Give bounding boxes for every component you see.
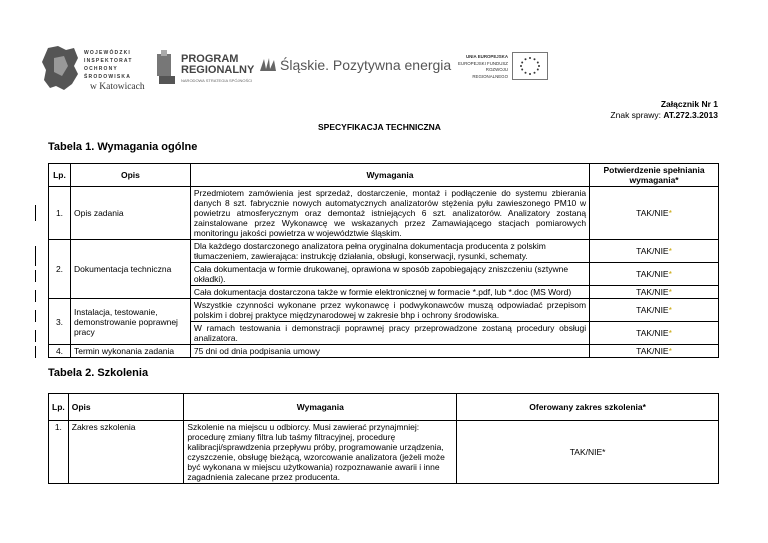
eu-line-2: EUROPEJSKI FUNDUSZ (457, 60, 508, 66)
row-requirement: Przedmiotem zamówienia jest sprzedaż, dostarczenie, montaż i podłączenie do systemu zbierania danych 8 szt. fabrycznie nowych automatycznych analizatorów stężenia pyłu zawieszonego PM10 w powietrzu atmosferycznym oraz demontaż istniejących 6 szt. analizatorów. Analizatory zostaną zainstalowane przez Wykonawcę we wskazanych przez Zamawiającego stacjach pomiarowych monitoringu jakości powietrza w województwie śląskim. (190, 187, 589, 240)
confirm-value: TAK/NIE (636, 305, 669, 315)
row-requirement: Cała dokumentacja dostarczona także w formie elektronicznej w formacie *.pdf, lub *.doc (MS Word) (190, 286, 589, 299)
requirements-table (48, 163, 719, 358)
confirm-value: TAK/NIE (636, 346, 669, 356)
header-lp: Lp. (49, 394, 69, 421)
training-table (48, 393, 719, 484)
wios-logo (40, 44, 160, 94)
row-confirm: TAK/NIE* (457, 421, 719, 484)
header-wymagania: Wymagania (184, 394, 457, 421)
row-lp: 4. (49, 345, 71, 358)
slaskie-text: Śląskie. Pozytywna energia (280, 57, 452, 73)
confirm-value: TAK/NIE (636, 208, 669, 218)
row-requirement: Szkolenie na miejscu u odbiorcy. Musi zawierać przynajmniej: procedurę zmiany filtra lub taśmy filtracyjnej, procedurę kalibracji/sprawdzenia przepływu próby, programowanie urządzenia, czyszczenie, obsługę bieżącą, wzorcowanie analizatora (jeżeli może być wykonana w miejscu użytkowania) rozpoznawanie awarii i inne zagadnienia zalecane przez producenta. (184, 421, 457, 484)
margin-mark (35, 290, 36, 302)
row-opis: Dokumentacja techniczna (70, 240, 190, 299)
table-row (49, 240, 719, 263)
header-potwierdzenie: Potwierdzenie spełniania wymagania* (590, 164, 719, 187)
margin-mark (35, 310, 36, 322)
confirm-value: TAK/NIE (636, 328, 669, 338)
row-requirement: Dla każdego dostarczonego analizatora pełna oryginalna dokumentacja producenta z polskim tłumaczeniem, zawierająca: instrukcję działania, obsługi, konserwacji, rysunki, schematy. (190, 240, 589, 263)
table-header-row (49, 164, 719, 187)
table1-title: Tabela 1. Wymagania ogólne (48, 141, 198, 153)
star-mark: * (668, 346, 672, 356)
table2-title: Tabela 2. Szkolenia (48, 367, 149, 379)
star-mark: * (668, 328, 672, 338)
eu-flag-icon (512, 52, 548, 80)
row-opis: Zakres szkolenia (68, 421, 184, 484)
program-line-2: REGIONALNY (181, 64, 255, 76)
table-row (49, 187, 719, 240)
case-number (610, 110, 718, 121)
header-opis: Opis (68, 394, 184, 421)
annex-title: Załącznik Nr 1 (660, 99, 718, 109)
row-confirm (590, 263, 719, 286)
wios-line-2: INSPEKTORAT (84, 58, 133, 64)
silesia-map-icon (40, 44, 80, 92)
row-lp: 3. (49, 299, 71, 345)
slaskie-logo (258, 55, 452, 77)
star-mark: * (668, 208, 672, 218)
row-confirm (590, 299, 719, 322)
wios-line-3: OCHRONY (84, 66, 118, 72)
row-confirm (590, 240, 719, 263)
wios-line-4: ŚRODOWISKA (84, 74, 131, 80)
star-mark: * (668, 246, 672, 256)
confirm-value: TAK/NIE (636, 287, 669, 297)
slaskie-bird-icon (258, 55, 278, 75)
row-requirement: 75 dni od dnia podpisania umowy (190, 345, 589, 358)
case-value: AT.272.3.2013 (663, 110, 718, 120)
row-confirm (590, 322, 719, 345)
wios-line-1: WOJEWÓDZKI (84, 50, 131, 56)
row-lp: 2. (49, 240, 71, 299)
star-mark: * (668, 287, 672, 297)
spec-title: SPECYFIKACJA TECHNICZNA (318, 122, 441, 132)
eu-logo (452, 52, 548, 82)
row-confirm (590, 286, 719, 299)
program-sub: NARODOWA STRATEGIA SPÓJNOŚCI (181, 78, 253, 83)
table-header-row (49, 394, 719, 421)
row-lp: 1. (49, 187, 71, 240)
row-requirement: Cała dokumentacja w formie drukowanej, oprawiona w sposób zapobiegający zniszczeniu (sztywne okładki). (190, 263, 589, 286)
star-mark: * (668, 305, 672, 315)
header-lp: Lp. (49, 164, 71, 187)
row-confirm (590, 187, 719, 240)
eu-line-3: ROZWOJU REGIONALNEGO (472, 67, 508, 79)
margin-mark (35, 270, 36, 282)
table-row (49, 421, 719, 484)
row-opis: Termin wykonania zadania (70, 345, 190, 358)
program-logo-icon (155, 50, 177, 86)
program-line-1: PROGRAM (181, 53, 239, 65)
eu-line-1: UNIA EUROPEJSKA (465, 54, 508, 59)
row-lp: 1. (49, 421, 69, 484)
row-requirement: Wszystkie czynności wykonane przez wykonawcę i podwykonawców muszą odpowiadać przepisom polskim i dobrej praktyce międzynarodowej w zakresie bhp i ochrony środowiska. (190, 299, 589, 322)
margin-mark (35, 246, 36, 266)
table-row (49, 299, 719, 322)
case-label: Znak sprawy: (610, 110, 664, 120)
confirm-value: TAK/NIE (636, 269, 669, 279)
row-confirm (590, 345, 719, 358)
header-opis: Opis (70, 164, 190, 187)
row-opis: Instalacja, testowanie, demonstrowanie poprawnej pracy (70, 299, 190, 345)
table-row (49, 345, 719, 358)
margin-mark (35, 346, 36, 358)
wios-city: w Katowicach (90, 82, 145, 92)
star-mark: * (668, 269, 672, 279)
confirm-value: TAK/NIE (636, 246, 669, 256)
margin-mark (35, 330, 36, 342)
row-requirement: W ramach testowania i demonstracji poprawnej pracy przeprowadzone zostaną procedury obsługi analizatora. (190, 322, 589, 345)
header-zakres: Oferowany zakres szkolenia* (457, 394, 719, 421)
program-regionalny-logo (155, 48, 255, 92)
annex-block (610, 99, 718, 121)
row-opis: Opis zadania (70, 187, 190, 240)
header-wymagania: Wymagania (190, 164, 589, 187)
margin-mark (35, 205, 36, 221)
